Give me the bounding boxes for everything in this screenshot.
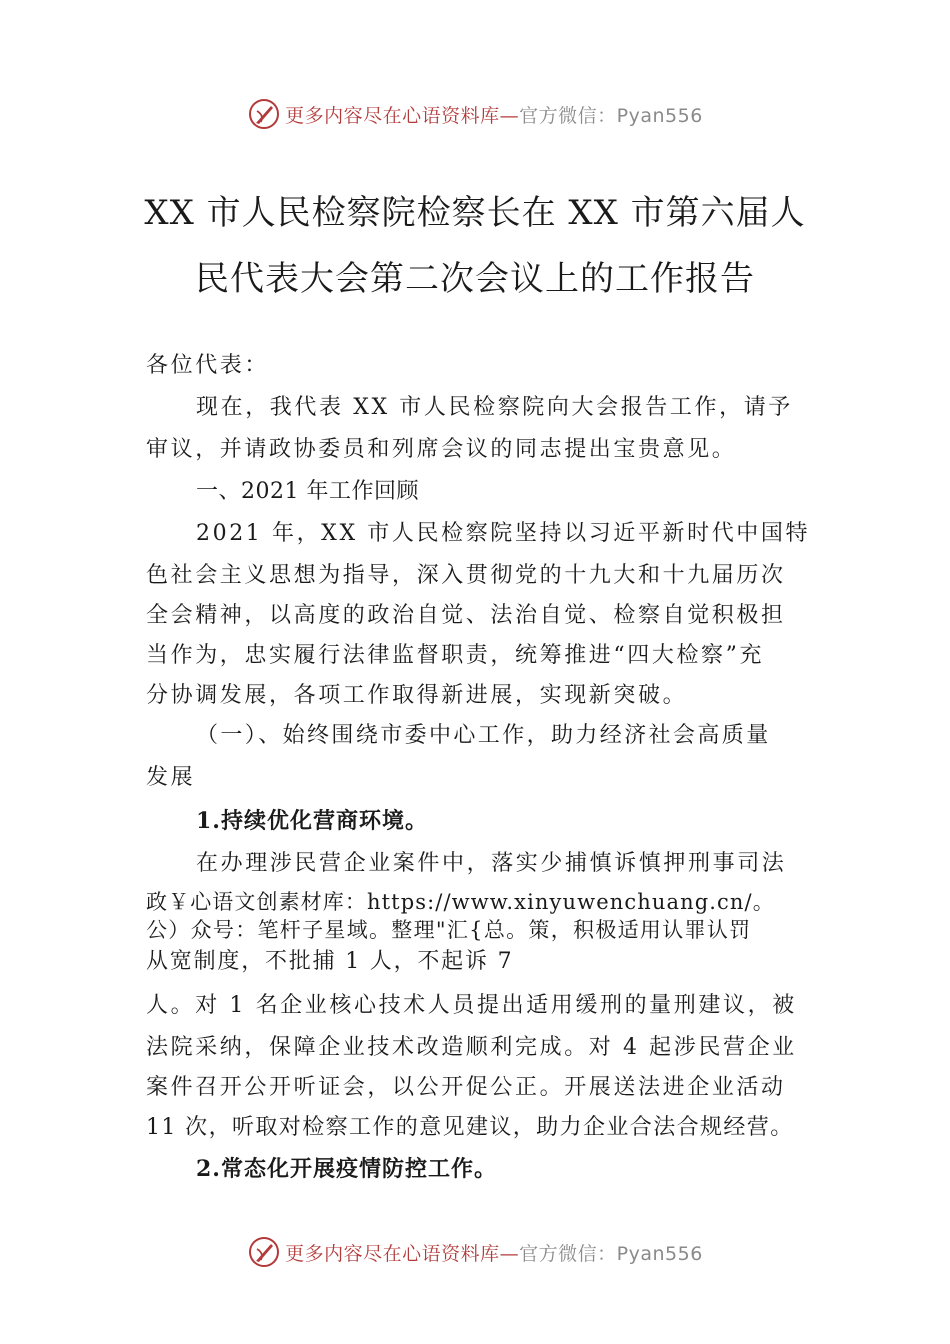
title-line-1: XX 市人民检察院检察长在 XX 市第六届人 xyxy=(144,193,806,233)
subsection-heading-cont: 发展 xyxy=(146,765,196,790)
watermark-text: 更多内容尽在心语资料库—官方微信：Pyan556 xyxy=(285,1242,703,1265)
paragraph-line: 法院采纳，保障企业技术改造顺利完成。对 4 起涉民营企业 xyxy=(146,1035,797,1060)
watermark-text: 更多内容尽在心语资料库—官方微信：Pyan556 xyxy=(285,104,703,127)
paragraph-line: 全会精神，以高度的政治自觉、法治自觉、检察自觉积极担 xyxy=(146,603,786,628)
item-heading: 1.持续优化营商环境。 xyxy=(196,808,428,834)
header-watermark-banner xyxy=(0,92,950,136)
paragraph-line: 11 次，听取对检察工作的意见建议，助力企业合法合规经营。 xyxy=(146,1115,794,1140)
document-title xyxy=(100,180,850,312)
subsection-heading: （一）、始终围绕市委中心工作，助力经济社会高质量 xyxy=(196,723,771,748)
quill-logo-icon xyxy=(247,1235,281,1269)
paragraph-line: 当作为，忠实履行法律监督职责，统筹推进“四大检察”充 xyxy=(146,643,765,668)
paragraph-line: 色社会主义思想为指导，深入贯彻党的十九大和十九届历次 xyxy=(146,563,786,588)
section-heading: 一、2021 年工作回顾 xyxy=(196,479,419,504)
paragraph-line: 政￥心语文创素材库：https://www.xinyuwenchuang.cn/。 xyxy=(146,890,775,914)
paragraph-line: 审议，并请政协委员和列席会议的同志提出宝贵意见。 xyxy=(146,437,737,462)
quill-logo-icon xyxy=(247,97,281,131)
paragraph-line: 公）众号：笔杆子星域。整理"汇{总。策，积极适用认罪认罚 xyxy=(146,918,752,942)
paragraph-line: 2021 年，XX 市人民检察院坚持以习近平新时代中国特 xyxy=(196,521,811,546)
paragraph-line: 人。对 1 名企业核心技术人员提出适用缓刑的量刑建议，被 xyxy=(146,993,797,1018)
paragraph-line: 分协调发展，各项工作取得新进展，实现新突破。 xyxy=(146,683,688,708)
paragraph-line: 从宽制度，不批捕 1 人，不起诉 7 xyxy=(146,949,514,974)
footer-watermark-banner xyxy=(0,1230,950,1274)
title-line-2: 民代表大会第二次会议上的工作报告 xyxy=(195,259,755,299)
paragraph-line: 现在，我代表 XX 市人民检察院向大会报告工作，请予 xyxy=(196,395,793,420)
paragraph-line: 案件召开公开听证会，以公开促公正。开展送法进企业活动 xyxy=(146,1075,786,1100)
paragraph-line: 在办理涉民营企业案件中，落实少捕慎诉慎押刑事司法 xyxy=(196,851,787,876)
greeting: 各位代表： xyxy=(146,353,270,378)
item-heading: 2.常态化开展疫情防控工作。 xyxy=(196,1156,497,1182)
